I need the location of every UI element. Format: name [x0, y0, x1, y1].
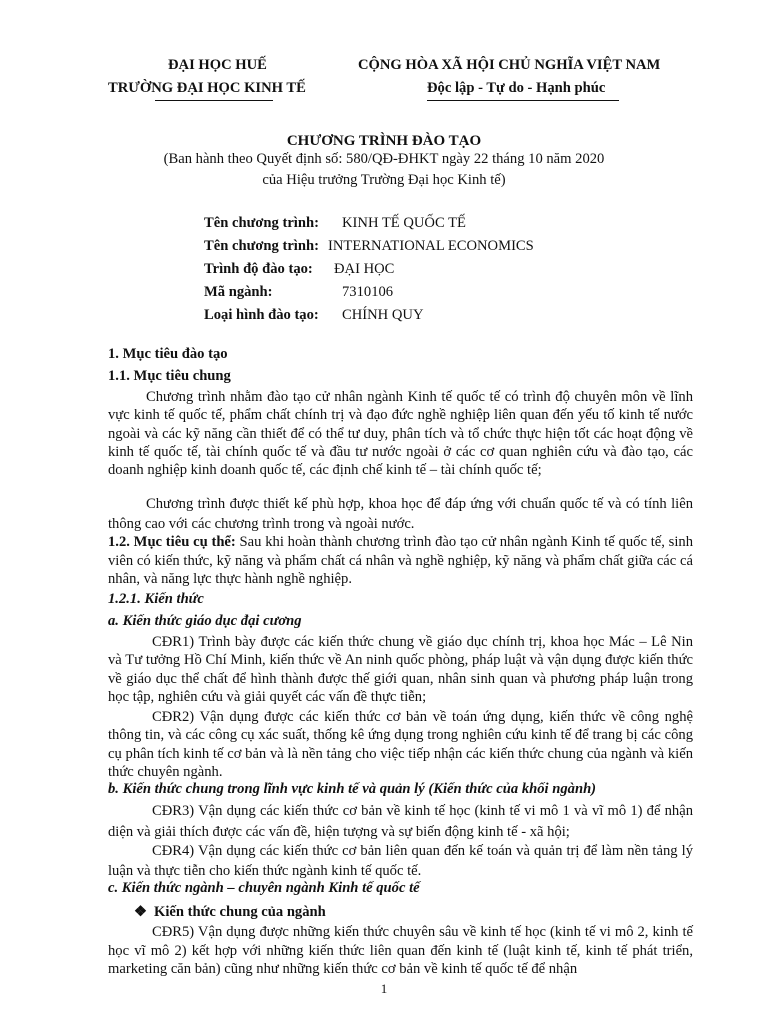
training-type-label: Loại hình đào tạo: — [204, 307, 319, 323]
bullet-item-general-major — [134, 903, 326, 921]
specific-goal-label: 1.2. Mục tiêu cụ thể: — [108, 534, 236, 550]
level-label: Trình độ đào tạo: — [204, 261, 313, 277]
outcome-cdr3: CĐR3) Vận dụng các kiến thức cơ bản về kinh tế học (kinh tế vi mô 1 và vĩ mô 1) để nhận diện và giải thích được các vấn đề, hiện tượng và sự biến động kinh tế - xã hội; — [108, 803, 693, 840]
program-name-label: Tên chương trình: — [204, 215, 319, 231]
university-name: ĐẠI HỌC HUẾ — [168, 57, 267, 73]
section-heading-1-1: 1.1. Mục tiêu chung — [108, 368, 231, 384]
section-heading-1: 1. Mục tiêu đào tạo — [108, 346, 228, 362]
national-title: CỘNG HÒA XÃ HỘI CHỦ NGHĨA VIỆT NAM — [358, 57, 661, 73]
training-type-value: CHÍNH QUY — [342, 307, 424, 323]
national-motto: Độc lập - Tự do - Hạnh phúc — [427, 80, 606, 96]
program-name-en-label: Tên chương trình: — [204, 238, 319, 254]
paragraph-program-design: Chương trình được thiết kế phù hợp, khoa học để đáp ứng với chuẩn quốc tế và có tính liên thông cao với các chương trình trong và ngoài nước. — [108, 496, 693, 532]
outcome-cdr2: CĐR2) Vận dụng được các kiến thức cơ bản về toán ứng dụng, kiến thức về công nghệ thông tin, và các công cụ xác suất, thống kê ứng dụng trong nghiên cứu kinh tế để trang bị các công cụ phân tích kinh tế cơ bản và là nền tảng cho việc tiếp nhận các kiến thức chung của ngành và kiến thức chuyên ngành. — [108, 709, 693, 780]
major-code-value: 7310106 — [342, 284, 394, 300]
subheading-major-knowledge: c. Kiến thức ngành – chuyên ngành Kinh tế quốc tế — [108, 880, 420, 896]
bullet-item-label: Kiến thức chung của ngành — [154, 904, 326, 920]
page-number: 1 — [380, 981, 388, 996]
subheading-economics-management: b. Kiến thức chung trong lĩnh vực kinh tế và quản lý (Kiến thức của khối ngành) — [108, 781, 597, 797]
outcome-cdr5: CĐR5) Vận dụng được những kiến thức chuyên sâu về kinh tế học (kinh tế vi mô 2, kinh tế học vĩ mô 2) kết hợp với những kiến thức liên quan đến kinh tế (luật kinh tế, kinh tế phát triển, marketing căn bản) cũng như những kiến thức cơ bản về kinh tế quốc tế để nhận — [108, 924, 693, 977]
outcome-cdr1: CĐR1) Trình bày được các kiến thức chung về giáo dục chính trị, khoa học Mác – Lê Nin và Tư tưởng Hồ Chí Minh, kiến thức về An ninh quốc phòng, pháp luật và vận dụng được kiến thức về giáo dục thể chất để hình thành được thế giới quan, nhân sinh quan và phương pháp luận trong học tập, nghiên cứu và giải quyết các vấn đề thực tiễn; — [108, 634, 693, 705]
specific-goal-text: Sau khi hoàn thành chương trình đào tạo cử nhân ngành Kinh tế quốc tế, sinh viên có kiến thức, kỹ năng và phẩm chất cá nhân và nghề nghiệp, kỹ năng và phẩm chất giữa các cá nhân, và năng lực thực hành nghề nghiệp. — [108, 534, 693, 587]
program-name-value: KINH TẾ QUỐC TẾ — [342, 215, 466, 231]
page-title: CHƯƠNG TRÌNH ĐÀO TẠO — [286, 133, 482, 149]
paragraph-general-goal: Chương trình nhằm đào tạo cử nhân ngành Kinh tế quốc tế có trình độ chuyên môn về lĩnh vực kinh tế quốc tế, phẩm chất chính trị và đạo đức nghề nghiệp liên quan đến yếu tố kinh tế nước ngoài và các kỹ năng cần thiết để có thể tư duy, phân tích và tổ chức thực hiện tốt các hoạt động về kinh tế quốc tế, tài chính quốc tế và đầu tư nước ngoài ở các cơ quan nghiên cứu và đào tạo, các doanh nghiệp kinh doanh quốc tế, các định chế kinh tế – tài chính quốc tế; — [108, 389, 693, 479]
outcome-cdr4: CĐR4) Vận dụng các kiến thức cơ bản liên quan đến kế toán và quản trị để làm nền tảng lý luận và thực tiễn cho kiến thức ngành kinh tế quốc tế. — [108, 843, 693, 879]
title-subtitle-line2: của Hiệu trưởng Trường Đại học Kinh tế) — [262, 172, 506, 188]
school-name: TRƯỜNG ĐẠI HỌC KINH TẾ — [108, 80, 306, 96]
section-heading-1-2-1: 1.2.1. Kiến thức — [108, 591, 204, 607]
subheading-general-education: a. Kiến thức giáo dục đại cương — [108, 613, 302, 629]
major-code-label: Mã ngành: — [204, 284, 273, 300]
program-name-en-value: INTERNATIONAL ECONOMICS — [328, 238, 534, 254]
paragraph-specific-goal — [108, 533, 693, 589]
diamond-bullet-icon: ❖ — [134, 904, 148, 920]
school-underline — [155, 100, 273, 101]
title-subtitle-line1: (Ban hành theo Quyết định số: 580/QĐ-ĐHKT ngày 22 tháng 10 năm 2020 — [163, 151, 605, 167]
level-value: ĐẠI HỌC — [334, 261, 395, 277]
motto-underline — [427, 100, 619, 101]
